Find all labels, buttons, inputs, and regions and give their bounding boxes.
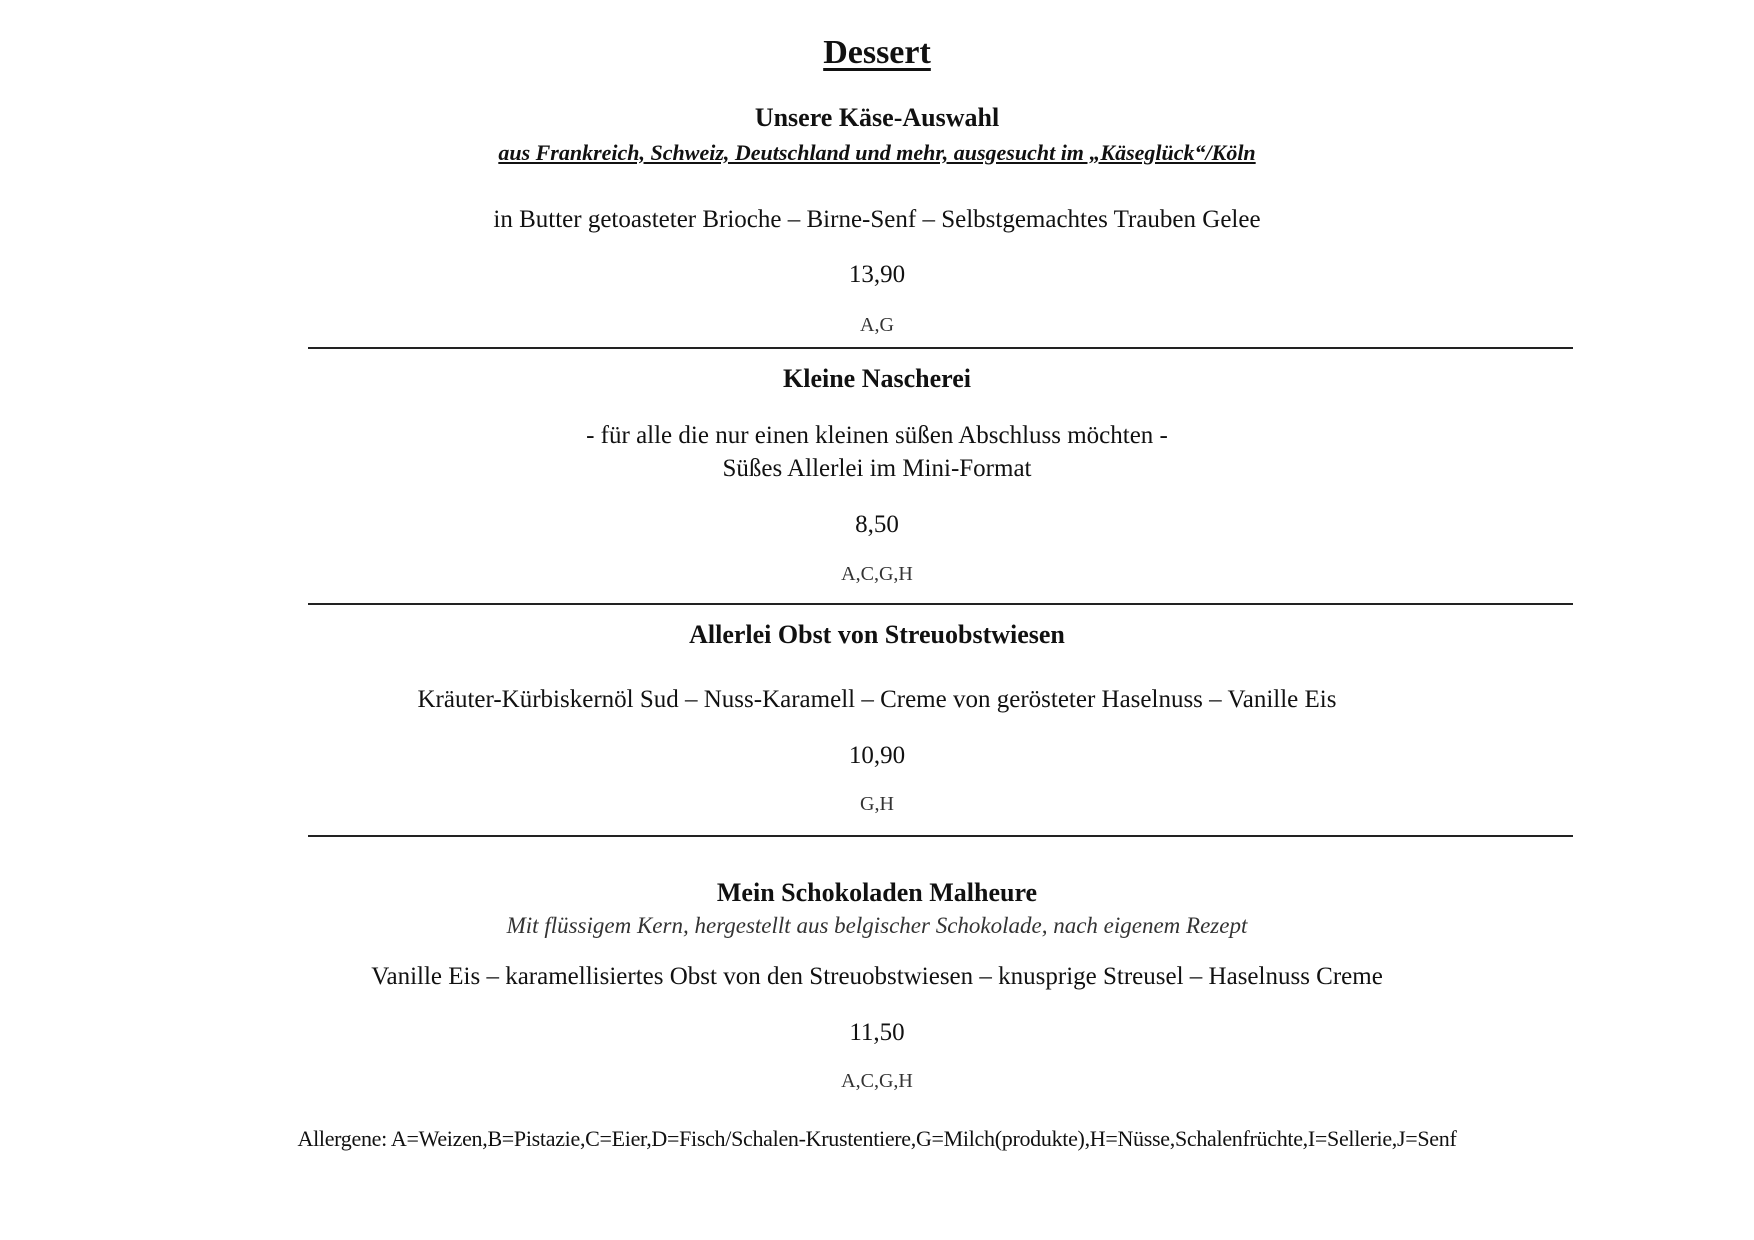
item-allergens-cheese: A,G [860, 314, 894, 336]
item-allergens-obst: G,H [860, 793, 894, 815]
item-price-cheese: 13,90 [848, 261, 906, 288]
section-divider [308, 835, 1573, 837]
item-name-cheese: Unsere Käse-Auswahl [754, 103, 1000, 132]
item-price-schokolade: 11,50 [849, 1019, 905, 1046]
allergen-legend: Allergene: A=Weizen,B=Pistazie,C=Eier,D=Fisch/Schalen-Krustentiere,G=Milch(produkte),H=Nüsse,Schalenfrüchte,I=Sellerie,J=Senf [297, 1126, 1457, 1151]
item-description-nascherei-line2: Süßes Allerlei im Mini-Format [722, 455, 1032, 482]
item-name-schokolade: Mein Schokoladen Malheure [716, 878, 1038, 907]
item-name-obst: Allerlei Obst von Streuobstwiesen [689, 620, 1065, 649]
item-name-nascherei: Kleine Nascherei [783, 364, 971, 393]
page-title: Dessert [823, 34, 931, 71]
item-allergens-schokolade: A,C,G,H [841, 1070, 913, 1092]
section-divider [308, 603, 1573, 605]
item-description-schokolade: Vanille Eis – karamellisiertes Obst von den Streuobstwiesen – knusprige Streusel – Haselnuss Creme [371, 963, 1383, 990]
item-subtitle-schokolade: Mit flüssigem Kern, hergestellt aus belgischer Schokolade, nach eigenem Rezept [506, 913, 1248, 938]
section-divider [308, 347, 1573, 349]
item-description-obst: Kräuter-Kürbiskernöl Sud – Nuss-Karamell – Creme von gerösteter Haselnuss – Vanille Eis [417, 686, 1337, 713]
item-allergens-nascherei: A,C,G,H [841, 563, 913, 585]
item-subtitle-cheese: aus Frankreich, Schweiz, Deutschland und mehr, ausgesucht im „Käseglück“/Köln [498, 140, 1256, 165]
item-description-nascherei-line1: - für alle die nur einen kleinen süßen Abschluss möchten - [586, 422, 1168, 449]
item-price-obst: 10,90 [848, 742, 906, 769]
item-description-cheese: in Butter getoasteter Brioche – Birne-Senf – Selbstgemachtes Trauben Gelee [493, 206, 1261, 233]
item-price-nascherei: 8,50 [855, 511, 899, 538]
